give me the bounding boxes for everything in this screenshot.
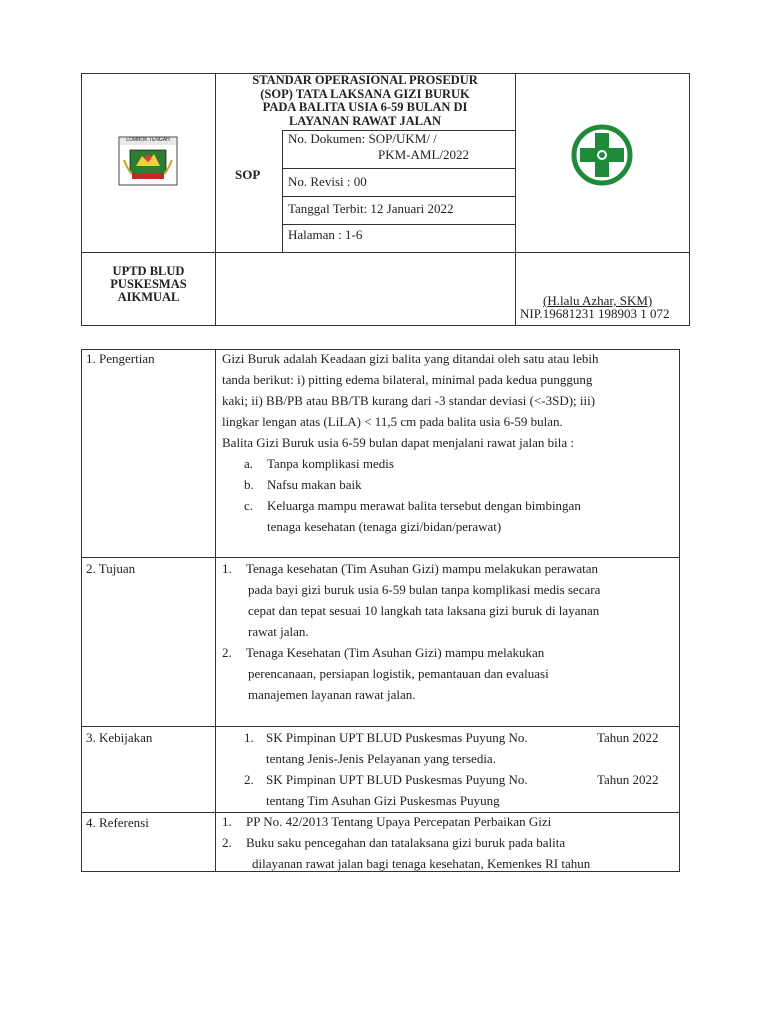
body-line: tentang Tim Asuhan Gizi Puskesmas Puyung [266,793,500,808]
page-field: Halaman : 1-6 [288,227,363,242]
section-label-kebijakan: 3. Kebijakan [86,730,153,745]
revision-field: No. Revisi : 00 [288,174,367,189]
body-line: Balita Gizi Buruk usia 6-59 bulan dapat menjalani rawat jalan bila : [222,435,574,450]
body-line: manajemen layanan rawat jalan. [248,687,416,702]
body-line: rawat jalan. [248,624,309,639]
list-marker: 1. [244,730,254,745]
body-line: Tenaga Kesehatan (Tim Asuhan Gizi) mampu melakukan [246,645,545,660]
body-line: SK Pimpinan UPT BLUD Puskesmas Puyung No. [266,772,528,787]
body-line: Gizi Buruk adalah Keadaan gizi balita yang ditandai oleh satu atau lebih [222,351,599,366]
title-line: PADA BALITA USIA 6-59 BULAN DI [262,100,468,114]
title-line: (SOP) TATA LAKSANA GIZI BURUK [260,86,470,101]
body-line: kaki; ii) BB/PB atau BB/TB kurang dari -3 standar deviasi (<-3SD); iii) [222,393,596,408]
org-line: AIKMUAL [117,290,180,304]
issue-date-field: Tanggal Terbit: 12 Januari 2022 [288,201,454,216]
body-line: dilayanan rawat jalan bagi tenaga kesehatan, Kemenkes RI tahun [252,856,591,871]
puskesmas-cross-icon [570,123,634,187]
body-line: Tahun 2022 [597,730,659,745]
list-marker: 1. [222,561,232,576]
list-item: Nafsu makan baik [267,477,362,492]
list-item-continuation: tenaga kesehatan (tenaga gizi/bidan/perawat) [267,519,502,534]
section-label-pengertian: 1. Pengertian [86,351,155,366]
organization-name [82,265,215,304]
list-marker: 1. [222,814,232,829]
body-line: Tahun 2022 [597,772,659,787]
document-title [216,74,514,128]
doc-number-line2: PKM-AML/2022 [378,147,470,162]
sop-label: SOP [235,167,261,182]
body-line: lingkar lengan atas (LiLA) < 11,5 cm pada balita usia 6-59 bulan. [222,414,563,429]
org-line: UPTD BLUD [112,264,185,278]
body-line: perencanaan, persiapan logistik, pemantauan dan evaluasi [248,666,549,681]
list-marker: 2. [222,835,232,850]
list-marker: 2. [222,645,232,660]
doc-number-line1: No. Dokumen: SOP/UKM/ / [288,131,437,146]
body-line: SK Pimpinan UPT BLUD Puskesmas Puyung No. [266,730,528,745]
body-line: Buku saku pencegahan dan tatalaksana gizi buruk pada balita [246,835,566,850]
signer-nip: NIP.19681231 198903 1 072 [520,306,670,321]
list-marker: a. [244,456,254,471]
section-label-tujuan: 2. Tujuan [86,561,136,576]
signer-name: (H.lalu Azhar, SKM) [543,293,653,308]
logo-caption: LOMBOK TENGAH [126,137,170,143]
title-line: LAYANAN RAWAT JALAN [288,113,442,128]
body-line: Tenaga kesehatan (Tim Asuhan Gizi) mampu melakukan perawatan [246,561,599,576]
body-line: tentang Jenis-Jenis Pelayanan yang tersedia. [266,751,496,766]
list-item: Tanpa komplikasi medis [267,456,394,471]
section-label-referensi: 4. Referensi [86,815,149,830]
list-marker: b. [244,477,254,492]
list-marker: c. [244,498,254,513]
org-line: PUSKESMAS [110,277,187,291]
body-line: cepat dan tepat sesuai 10 langkah tata laksana gizi buruk di layanan [248,603,600,618]
body-line: pada bayi gizi buruk usia 6-59 bulan tanpa komplikasi medis secara [248,582,601,597]
title-line: STANDAR OPERASIONAL PROSEDUR [252,73,478,87]
list-marker: 2. [244,772,254,787]
list-item: Keluarga mampu merawat balita tersebut dengan bimbingan [267,498,581,513]
body-line: tanda berikut: i) pitting edema bilateral, minimal pada kedua punggung [222,372,593,387]
body-line: PP No. 42/2013 Tentang Upaya Percepatan Perbaikan Gizi [246,814,552,829]
